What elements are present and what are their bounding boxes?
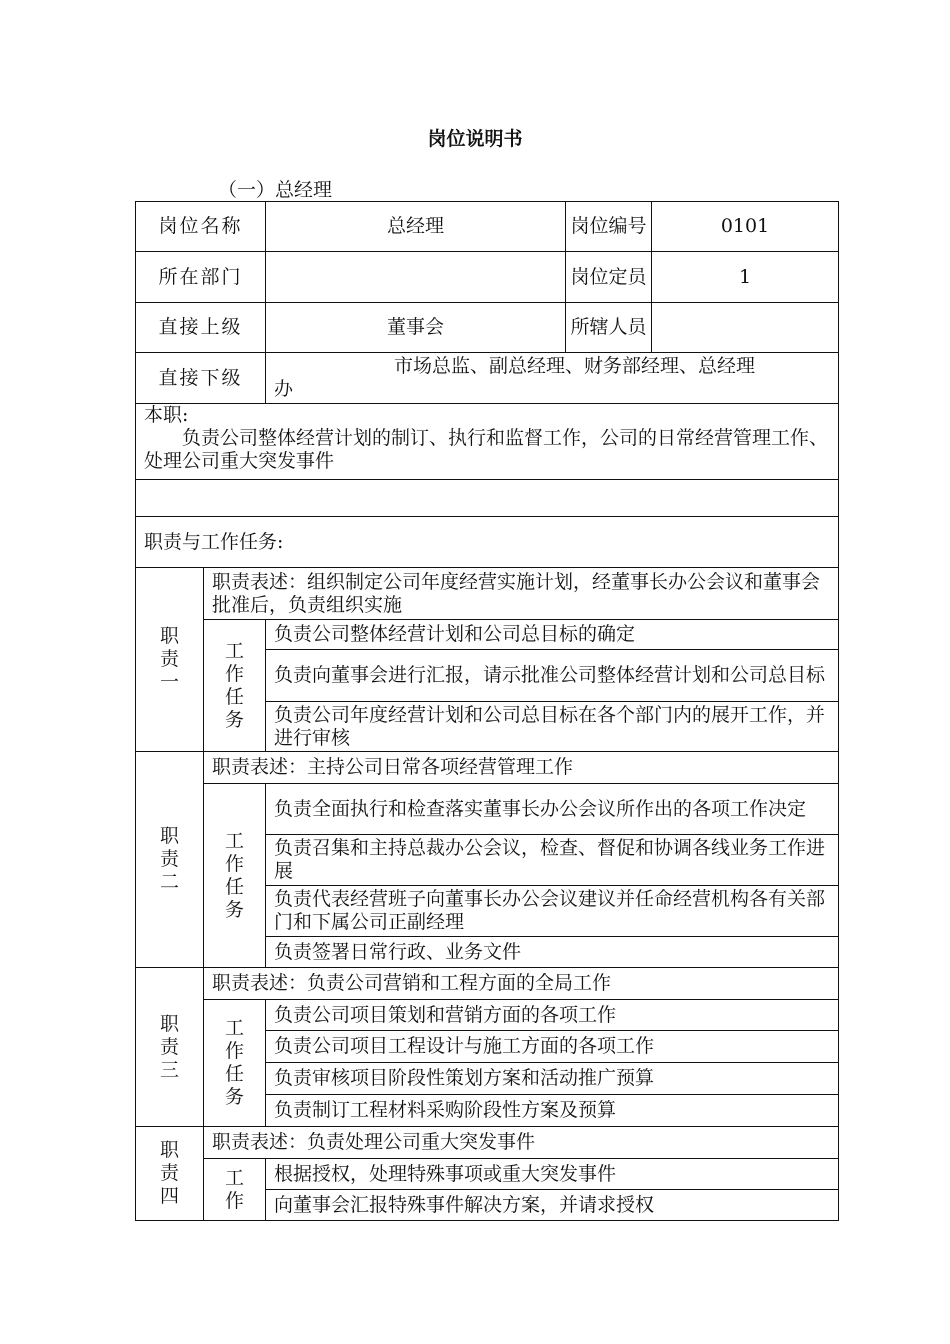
staff-count-label: 所辖人员 [566, 303, 652, 353]
subordinate-line-1: 市场总监、副总经理、财务部经理、总经理 [394, 355, 756, 377]
direct-subordinate-value [266, 353, 839, 404]
document-title: 岗位说明书 [427, 128, 523, 150]
duty-1-description: 职责表述：组织制定公司年度经营实施计划，经董事长办公会议和董事会批准后，负责组织实施 [204, 568, 839, 620]
duty-3-task: 负责公司项目策划和营销方面的各项工作 [266, 1000, 839, 1031]
duty-label-2: 职 责 二 [136, 752, 204, 968]
subordinate-line-2: 办 [274, 378, 294, 400]
duty-summary-label: 本职: [144, 404, 189, 426]
task-label-2: 工 作 任 务 [204, 784, 266, 968]
blank-row [136, 480, 839, 517]
department-label: 所在部门 [136, 252, 266, 303]
duty-2-task: 负责召集和主持总裁办公会议，检查、督促和协调各线业务工作进展 [266, 835, 839, 886]
duty-label-1: 职 责 一 [136, 568, 204, 752]
staff-count-value [652, 303, 839, 353]
duty-3-task: 负责制订工程材料采购阶段性方案及预算 [266, 1095, 839, 1127]
duty-label-4: 职 责 四 [136, 1127, 204, 1221]
position-name-label: 岗位名称 [136, 202, 266, 252]
position-name-value: 总经理 [266, 202, 566, 252]
duty-2-description: 职责表述：主持公司日常各项经营管理工作 [204, 752, 839, 784]
duty-3-task: 负责审核项目阶段性策划方案和活动推广预算 [266, 1063, 839, 1095]
position-code-label: 岗位编号 [566, 202, 652, 252]
direct-subordinate-label: 直接下级 [136, 353, 266, 404]
section-heading: （一）总经理 [218, 179, 333, 201]
headcount-value: 1 [652, 252, 839, 303]
task-label-4: 工 作 [204, 1159, 266, 1221]
department-value [266, 252, 566, 303]
duty-3-description: 职责表述：负责公司营销和工程方面的全局工作 [204, 968, 839, 1000]
tasks-heading: 职责与工作任务: [136, 517, 839, 568]
task-label-1: 工 作 任 务 [204, 620, 266, 752]
duty-1-task: 负责公司整体经营计划和公司总目标的确定 [266, 620, 839, 650]
duty-4-task: 根据授权，处理特殊事项或重大突发事件 [266, 1159, 839, 1190]
duty-summary [136, 404, 839, 480]
duty-summary-text: 负责公司整体经营计划的制订、执行和监督工作，公司的日常经营管理工作、处理公司重大突发事件 [144, 427, 829, 472]
direct-superior-label: 直接上级 [136, 303, 266, 353]
duty-2-task: 负责代表经营班子向董事长办公会议建议并任命经营机构各有关部门和下属公司正副经理 [266, 886, 839, 937]
duty-4-task: 向董事会汇报特殊事件解决方案，并请求授权 [266, 1190, 839, 1221]
position-code-value: 0101 [652, 202, 839, 252]
direct-superior-value: 董事会 [266, 303, 566, 353]
task-label-3: 工 作 任 务 [204, 1000, 266, 1127]
duty-label-3: 职 责 三 [136, 968, 204, 1127]
duty-1-task: 负责公司年度经营计划和公司总目标在各个部门内的展开工作，并进行审核 [266, 702, 839, 752]
duty-2-task: 负责全面执行和检查落实董事长办公会议所作出的各项工作决定 [266, 784, 839, 835]
duty-3-task: 负责公司项目工程设计与施工方面的各项工作 [266, 1031, 839, 1063]
headcount-label: 岗位定员 [566, 252, 652, 303]
duty-2-task: 负责签署日常行政、业务文件 [266, 937, 839, 968]
duty-4-description: 职责表述：负责处理公司重大突发事件 [204, 1127, 839, 1159]
job-description-table [135, 201, 839, 1221]
duty-1-task: 负责向董事会进行汇报，请示批准公司整体经营计划和公司总目标 [266, 650, 839, 702]
